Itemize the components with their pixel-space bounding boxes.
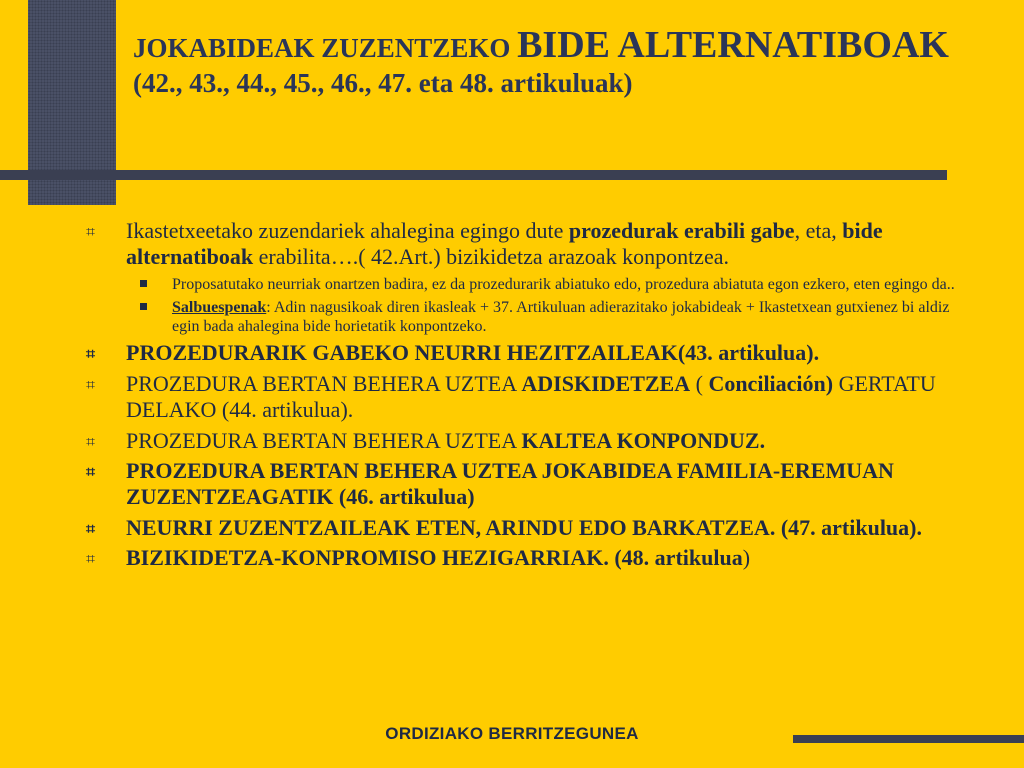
bullet-item: ⌗ Ikastetxeetako zuzendariek ahalegina egingo dute prozedurak erabili gabe, eta, bide alternatiboak erabilita….( 42.Art.) bizikidetza arazoak konpontzea. [86,218,883,270]
slide-body [86,218,956,575]
title-divider [0,170,947,180]
sub-bullet-item: Salbuespenak: Adin nagusikoak diren ikasleak + 37. Artikuluan adierazitako jokabideak + Ikastetxean gutxienez bi aldiz egin bada ahalegina bide horietatik konpontzeko. [86,298,956,336]
hash-bullet-icon: ⌗ [86,518,96,538]
bullet-item: ⌗ PROZEDURA BERTAN BEHERA UZTEA ADISKIDETZEA ( Conciliación) GERTATU DELAKO (44. artikulua). [86,370,936,423]
footer-text: ORDIZIAKO BERRITZEGUNEA [385,724,639,743]
bullet-item: ⌗ NEURRI ZUZENTZAILEAK ETEN, ARINDU EDO BARKATZEA. (47. artikulua). [86,514,922,540]
sub-bullet-item: Proposatutako neurriak onartzen badira, ez da prozedurarik abiatuko edo, prozedura abiatuta egon ezkero, eten egingo da.. [86,275,956,294]
bullet-item: ⌗ BIZIKIDETZA-KONPROMISO HEZIGARRIAK. (48. artikulua) [86,545,751,571]
bullet-item: ⌗ PROZEDURARIK GABEKO NEURRI HEZITZAILEAK(43. artikulua). [86,340,820,366]
footer-divider [793,735,1024,743]
hash-bullet-icon: ⌗ [86,344,96,364]
hash-bullet-icon: ⌗ [86,461,96,481]
square-bullet-icon [140,303,147,310]
bullet-item: ⌗ PROZEDURA BERTAN BEHERA UZTEA JOKABIDEA FAMILIA-EREMUAN ZUZENTZEAGATIK (46. artikulua) [86,457,894,510]
bullet-item: ⌗ PROZEDURA BERTAN BEHERA UZTEA KALTEA KONPONDUZ. [86,427,766,453]
hash-bullet-icon: ⌗ [86,431,96,451]
hash-bullet-icon: ⌗ [86,549,96,569]
slide-title: JOKABIDEAK ZUZENTZEKO BIDE ALTERNATIBOAK (42., 43., 44., 45., 46., 47. eta 48. artikuluak) [133,24,949,98]
square-bullet-icon [140,280,147,287]
hash-bullet-icon: ⌗ [86,374,96,394]
hash-bullet-icon: ⌗ [86,222,96,241]
